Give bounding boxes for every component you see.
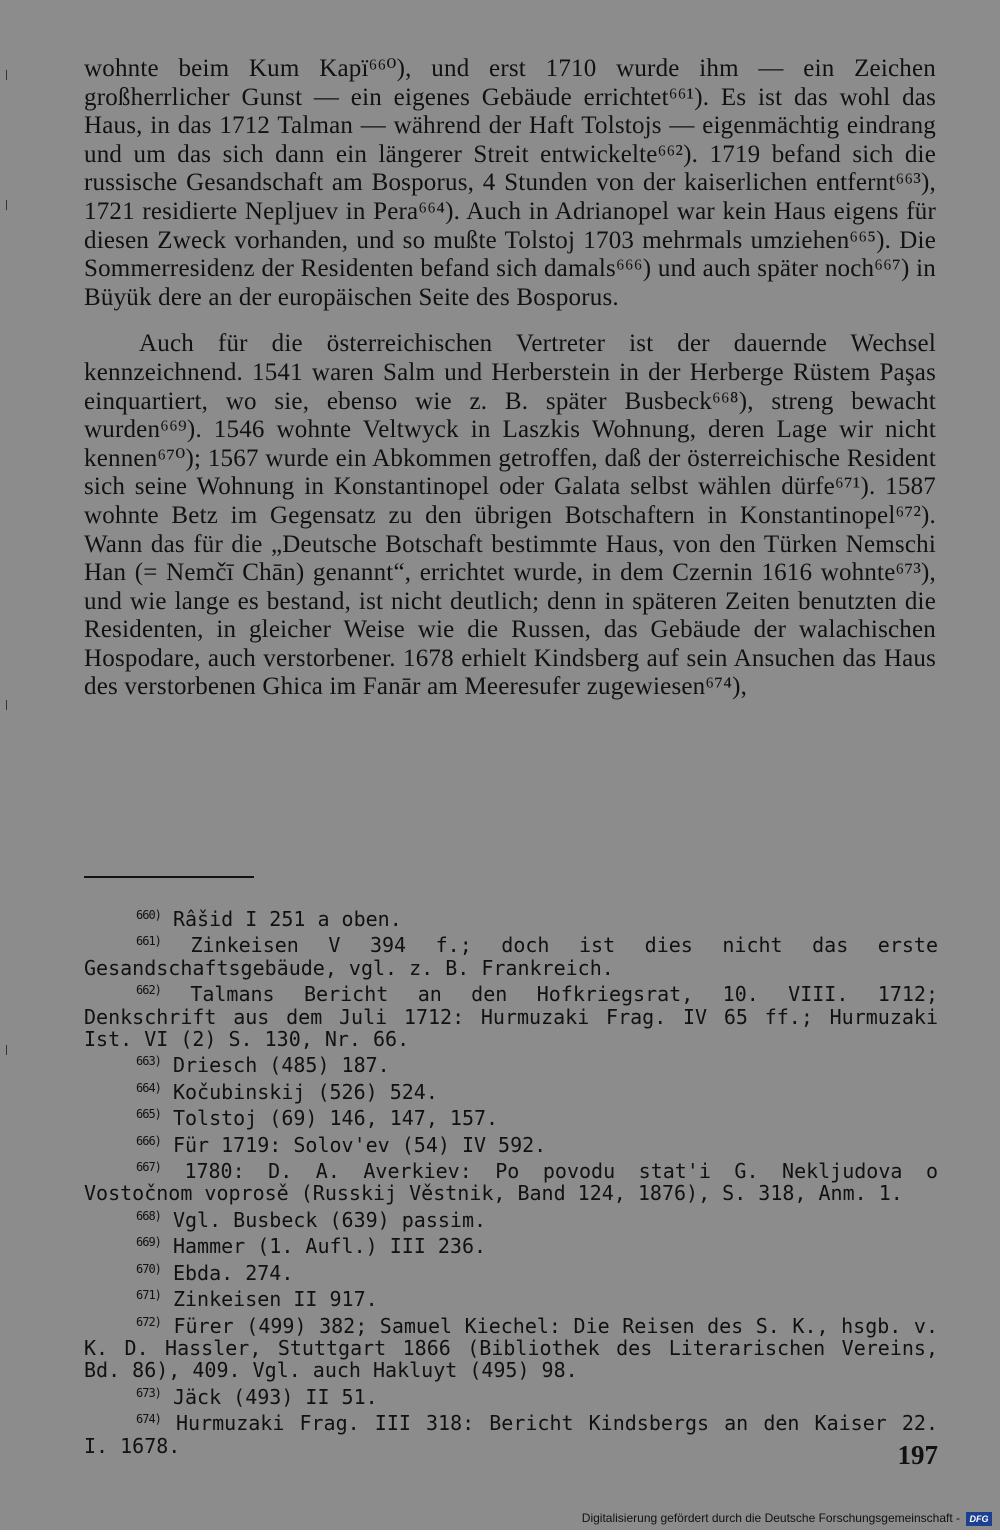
digitization-credit: Digitalisierung gefördert durch die Deutsche Forschungsgemeinschaft - [581, 1511, 960, 1525]
footnote: $^{668)}$ Vgl. Busbeck (639) passim. [136, 1207, 487, 1232]
footnote: $^{660)}$ Râšid I 251 a oben. [136, 907, 402, 931]
footnote: $^{662)}$ Talmans Bericht an den Hofkriegsrat, 10. VIII. 1712; Denkschrift aus dem Juli 1712: Hurmuzaki Frag. IV 65 ff.; Hurmuzaki Ist. VI (2) S. 130, Nr. 66. [84, 982, 938, 1052]
margin-mark [6, 70, 7, 80]
footnote: $^{671)}$ Zinkeisen II 917. [136, 1287, 378, 1312]
margin-mark [6, 200, 7, 210]
dfg-logo-icon: DFG [966, 1512, 992, 1526]
footnotes [84, 904, 938, 1457]
footnote: $^{665)}$ Tolstoj (69) 146, 147, 157. [136, 1106, 499, 1131]
footnote: $^{672)}$ Fürer (499) 382; Samuel Kiechel: Die Reisen des S. K., hsgb. v. K. D. Hassler, Stuttgart 1866 (Bibliothek des Literarischen Vereins, Bd. 86), 409. Vgl. auch Hakluyt (495) 98. [84, 1313, 938, 1383]
footnote: $^{664)}$ Kočubinskij (526) 524. [136, 1079, 438, 1104]
footnote: $^{673)}$ Jäck (493) II 51. [136, 1384, 378, 1409]
footnote: $^{667)}$ 1780: D. A. Averkiev: Po povodu stat'i G. Nekljudova o Vostočnom voprosě (Russkij Věstnik, Band 124, 1876), S. 318, Anm. 1. [84, 1159, 938, 1206]
footnote: $^{670)}$ Ebda. 274. [136, 1260, 294, 1285]
footnote: $^{666)}$ Für 1719: Solov'ev (54) IV 592. [136, 1132, 547, 1157]
paragraph-2: Auch für die österreichischen Vertreter ist der dauernde Wechsel kennzeichnend. 1541 waren Salm und Herberstein in der Herberge Rüstem Paşas einquartiert, wo sie, ebenso wie z. B. später Busbeck⁶⁶⁸), streng bewacht wurden⁶⁶⁹). 1546 wohnte Veltwyck in Laszkis Wohnung, deren Lage wir nicht kennen⁶⁷⁰); 1567 wurde ein Abkommen getroffen, daß der österreichische Resident sich seine Wohnung in Konstantinopel oder Galata selbst wählen dürfe⁶⁷¹). 1587 wohnte Betz im Gegensatz zu den übrigen Botschaftern in Konstantinopel⁶⁷²). Wann das für die „Deutsche Botschaft bestimmte Haus, von den Türken Nemschi Han (= Nemčī Chān) genannt“, errichtet wurde, in dem Czernin 1616 wohnte⁶⁷³), und wie lange es bestand, ist nicht deutlich; denn in späteren Zeiten benutzten die Residenten, in gleicher Weise wie die Russen, das Gebäude der walachischen Hospodare, auch verstorbener. 1678 erhielt Kindsberg auf sein Ansuchen das Haus des verstorbenen Ghica im Fanār am Meeresufer zugewiesen⁶⁷⁴), [84, 330, 936, 701]
main-text [84, 55, 936, 702]
margin-mark [6, 1045, 7, 1055]
footnote: $^{669)}$ Hammer (1. Aufl.) III 236. [136, 1234, 487, 1259]
margin-mark [6, 700, 7, 710]
footnote: $^{663)}$ Driesch (485) 187. [136, 1053, 390, 1078]
paragraph-1: wohnte beim Kum Kapï⁶⁶⁰), und erst 1710 wurde ihm — ein Zeichen großherrlicher Gunst — ein eigenes Gebäude errichtet⁶⁶¹). Es ist das wohl das Haus, in das 1712 Talman — während der Haft Tolstojs — eigenmächtig eindrang und um das sich dann ein längerer Streit entwickelte⁶⁶²). 1719 befand sich die russische Gesandschaft am Bosporus, 4 Stunden von der kaiserlichen entfernt⁶⁶³), 1721 residierte Nepljuev in Pera⁶⁶⁴). Auch in Adrianopel war kein Haus eigens für diesen Zweck vorhanden, und so mußte Tolstoj 1703 mehrmals umziehen⁶⁶⁵). Die Sommerresidenz der Residenten befand sich damals⁶⁶⁶) und auch später noch⁶⁶⁷) in Büyük dere an der europäischen Seite des Bosporus. [84, 55, 936, 311]
page-number: 197 [897, 1440, 938, 1470]
footnote: $^{661)}$ Zinkeisen V 394 f.; doch ist dies nicht das erste Gesandschaftsgebäude, vgl. z. B. Frankreich. [84, 933, 938, 980]
footnote: $^{674)}$ Hurmuzaki Frag. III 318: Bericht Kindsbergs an den Kaiser 22. I. 1678. [84, 1411, 938, 1458]
footnote-rule [84, 876, 254, 878]
